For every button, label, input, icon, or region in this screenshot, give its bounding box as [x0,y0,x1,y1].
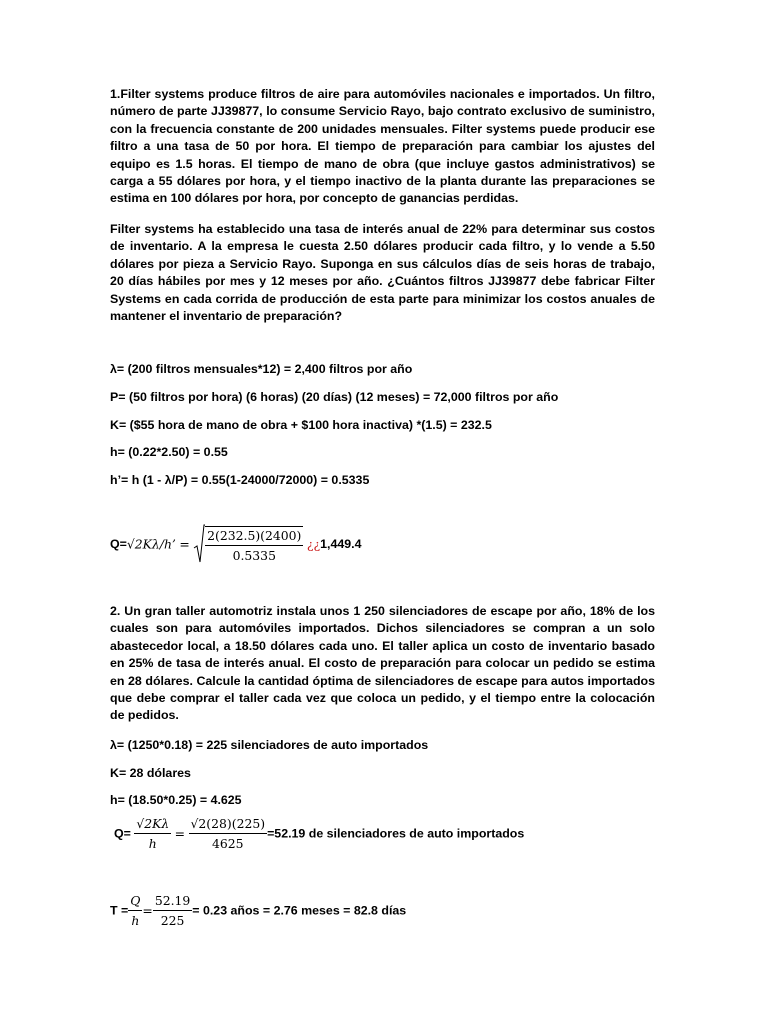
problem-2-lambda: λ= (1250*0.18) = 225 silenciadores de auto importados [110,738,429,752]
q-denominator: 0.5335 [232,547,276,563]
problem-1-statement: 1.Filter systems produce filtros de aire para automóviles nacionales e importados. Un filtro, número de parte JJ39877, lo consume Servicio Rayo, bajo contrato exclusivo de suministro, con la frecuencia constante de 200 unidades mensuales. Filter systems puede producir ese filtro a una tasa de 50 por hora. El tiempo de preparación para cambiar los ajustes del equipo es 1.5 horas. El tiempo de mano de obra (que incluye gastos administrativos) se carga a 55 dólares por hora, y el tiempo inactivo de la planta durante las preparaciones se estima en 100 dólares por hora, por concepto de ganancias perdidas. [110,87,655,206]
q-prefix: Q= [110,537,127,551]
problem-1-adjusted-holding-cost: h’= h (1 - λ/P) = 0.55(1-24000/72000) = 0.5335 [110,473,370,487]
problem-2-q-formula [114,816,524,851]
problem-1-setup-cost: K= ($55 hora de mano de obra + $100 hora inactiva) *(1.5) = 232.5 [110,418,492,432]
q2-symbolic-denominator: h [148,836,157,851]
sqrt-sign [193,524,205,564]
problem-2-holding-cost: h= (18.50*0.25) = 4.625 [110,793,242,807]
q2-equals: = [174,826,186,841]
problem-1-production-rate: P= (50 filtros por hora) (6 horas) (20 días) (12 meses) = 72,000 filtros por año [110,390,559,404]
problem-1-lambda: λ= (200 filtros mensuales*12) = 2,400 filtros por año [110,362,413,376]
t-result: = 0.23 años = 2.76 meses = 82.8 días [192,903,407,918]
t-fraction-numeric [153,893,192,928]
q2-fraction-symbolic [134,816,171,851]
problem-2-t-formula [110,893,406,928]
q-expression: √2Kλ/h’ [126,536,176,552]
t-equals: = [142,903,153,918]
t-prefix: T = [110,903,129,918]
t-fraction-symbolic [128,893,142,928]
problem-2-setup-cost: K= 28 dólares [110,766,191,780]
q2-numeric-denominator: 4625 [212,836,244,851]
q2-result: =52.19 de silenciadores de auto importados [267,826,525,841]
q2-prefix: Q= [114,826,131,841]
q-numerator: 2(232.5)(2400) [205,528,303,546]
t-numeric-denominator: 225 [160,913,185,928]
problem-1-holding-cost: h= (0.22*2.50) = 0.55 [110,445,228,459]
q-equals: = [179,536,190,552]
q-result: 1,449.4 [320,537,362,551]
q-garbled-symbol: ¿¿ [306,536,321,552]
t-numeric-numerator: 52.19 [153,893,192,911]
sqrt-radical [193,524,303,564]
t-symbolic-denominator: h [131,913,140,928]
q2-fraction-numeric [189,816,268,851]
q2-symbolic-numerator: √2Kλ [134,816,171,834]
problem-1-statement-continued: Filter systems ha establecido una tasa de interés anual de 22% para determinar sus costos de inventario. A la empresa le cuesta 2.50 dólares producir cada filtro, y lo vende a 5.50 dólares por pieza a Servicio Rayo. Suponga en sus cálculos días de seis horas de trabajo, 20 días hábiles por mes y 12 meses por año. ¿Cuántos filtros JJ39877 debe fabricar Filter Systems en cada corrida de producción de esta parte para minimizar los costos anuales de mantener el inventario de preparación? [110,222,655,324]
q-fraction [205,526,303,563]
q2-numeric-numerator: √2(28)(225) [189,816,268,834]
t-symbolic-numerator: Q [128,893,142,911]
problem-2-statement: 2. Un gran taller automotriz instala unos 1 250 silenciadores de escape por año, 18% de los cuales son para automóviles importados. Dichos silenciadores se compran a un solo abastecedor local, a 18.50 dólares cada uno. El taller aplica un costo de inventario basado en 25% de tasa de interés anual. El costo de preparación para colocar un pedido se estima en 28 dólares. Calcule la cantidad óptima de silenciadores de escape para autos importados que debe comprar el taller cada vez que coloca un pedido, y el tiempo entre la colocación de pedidos. [110,604,655,723]
problem-1-q-formula [110,524,361,564]
